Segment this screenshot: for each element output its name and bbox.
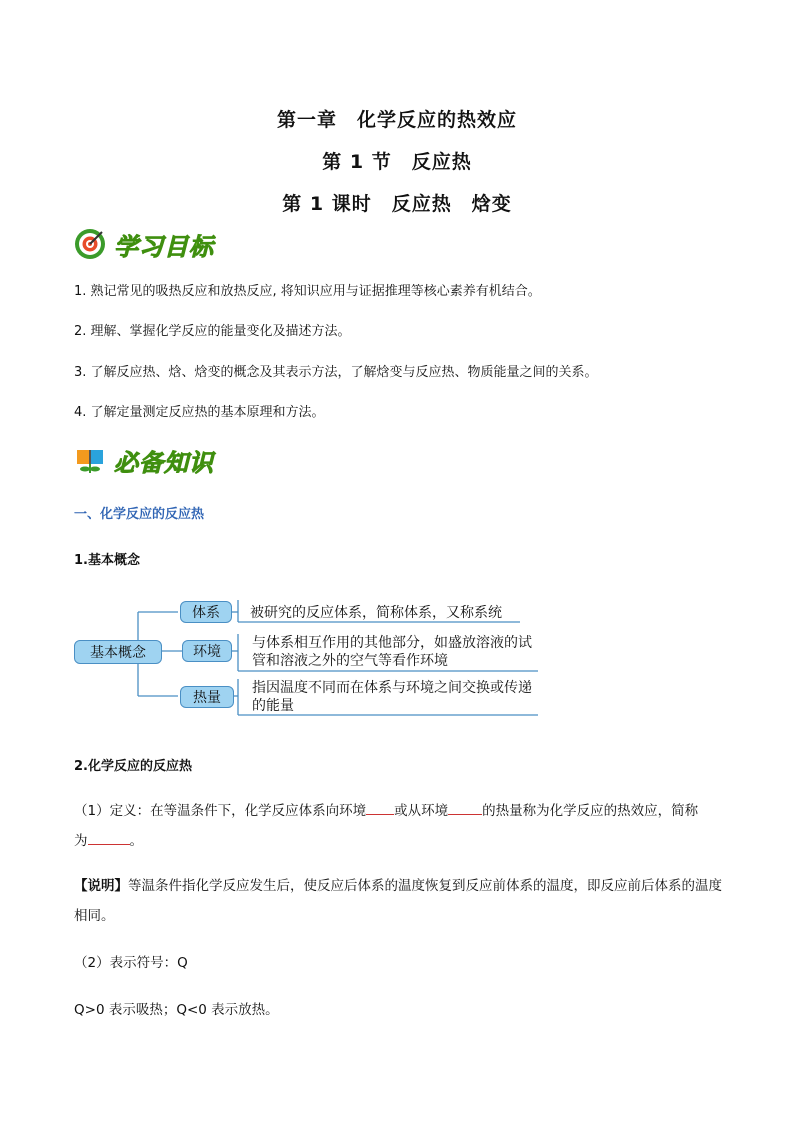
objective-item-4: 4. 了解定量测定反应热的基本原理和方法。 [74, 405, 325, 420]
concept-node-environment: 环境 [182, 640, 232, 662]
note-paragraph [74, 871, 724, 931]
def-text-c: 的热量称为化学反应的热效应，简称 [482, 803, 699, 819]
book-plant-icon [74, 444, 106, 476]
knowledge-header-label: 必备知识 [114, 448, 214, 477]
objective-item-1: 1. 熟记常见的吸热反应和放热反应, 将知识应用与证据推理等核心素养有机结合。 [74, 284, 541, 299]
lesson-title: 第 1 课时 反应热 焓变 [282, 193, 512, 215]
concept-node-system: 体系 [180, 601, 232, 623]
concept-desc-heat: 指因温度不同而在体系与环境之间交换或传递的能量 [252, 680, 532, 714]
objectives-header [74, 226, 214, 262]
objective-item-3: 3. 了解反应热、焓、焓变的概念及其表示方法，了解焓变与反应热、物质能量之间的关系。 [74, 365, 598, 380]
concept-desc-environment: 与体系相互作用的其他部分，如盛放溶液的试管和溶液之外的空气等看作环境 [252, 635, 532, 669]
target-icon [74, 228, 106, 260]
definition-paragraph [74, 796, 724, 856]
concept-node-heat: 热量 [180, 686, 234, 708]
concept-desc-system: 被研究的反应体系，简称体系，又称系统 [250, 605, 502, 621]
sub1-heading: 1.基本概念 [74, 553, 140, 568]
note-text: 等温条件指化学反应发生后，使反应后体系的温度恢复到反应前体系的温度，即反应前后体系的温度相同。 [74, 878, 722, 924]
def-text-d: 为 [74, 833, 88, 849]
sign-line: Q>0 表示吸热；Q<0 表示放热。 [74, 1002, 279, 1018]
blank-2 [448, 814, 482, 815]
symbol-line: （2）表示符号：Q [74, 955, 188, 971]
objective-item-2: 2. 理解、掌握化学反应的能量变化及描述方法。 [74, 324, 351, 339]
blank-1 [366, 814, 394, 815]
knowledge-header [74, 442, 214, 478]
section-title: 第 1 节 反应热 [322, 151, 472, 173]
note-label: 【说明】 [74, 878, 128, 894]
chapter-title: 第一章 化学反应的热效应 [276, 109, 517, 131]
part1-heading: 一、化学反应的反应热 [74, 507, 205, 522]
def-text-e: 。 [129, 833, 143, 849]
concept-root-node: 基本概念 [74, 640, 162, 664]
def-text-a: （1）定义：在等温条件下，化学反应体系向环境 [74, 803, 367, 819]
sub2-heading: 2.化学反应的反应热 [74, 759, 192, 774]
def-text-b: 或从环境 [394, 803, 449, 819]
objectives-header-label: 学习目标 [114, 232, 214, 261]
blank-3 [88, 844, 130, 845]
